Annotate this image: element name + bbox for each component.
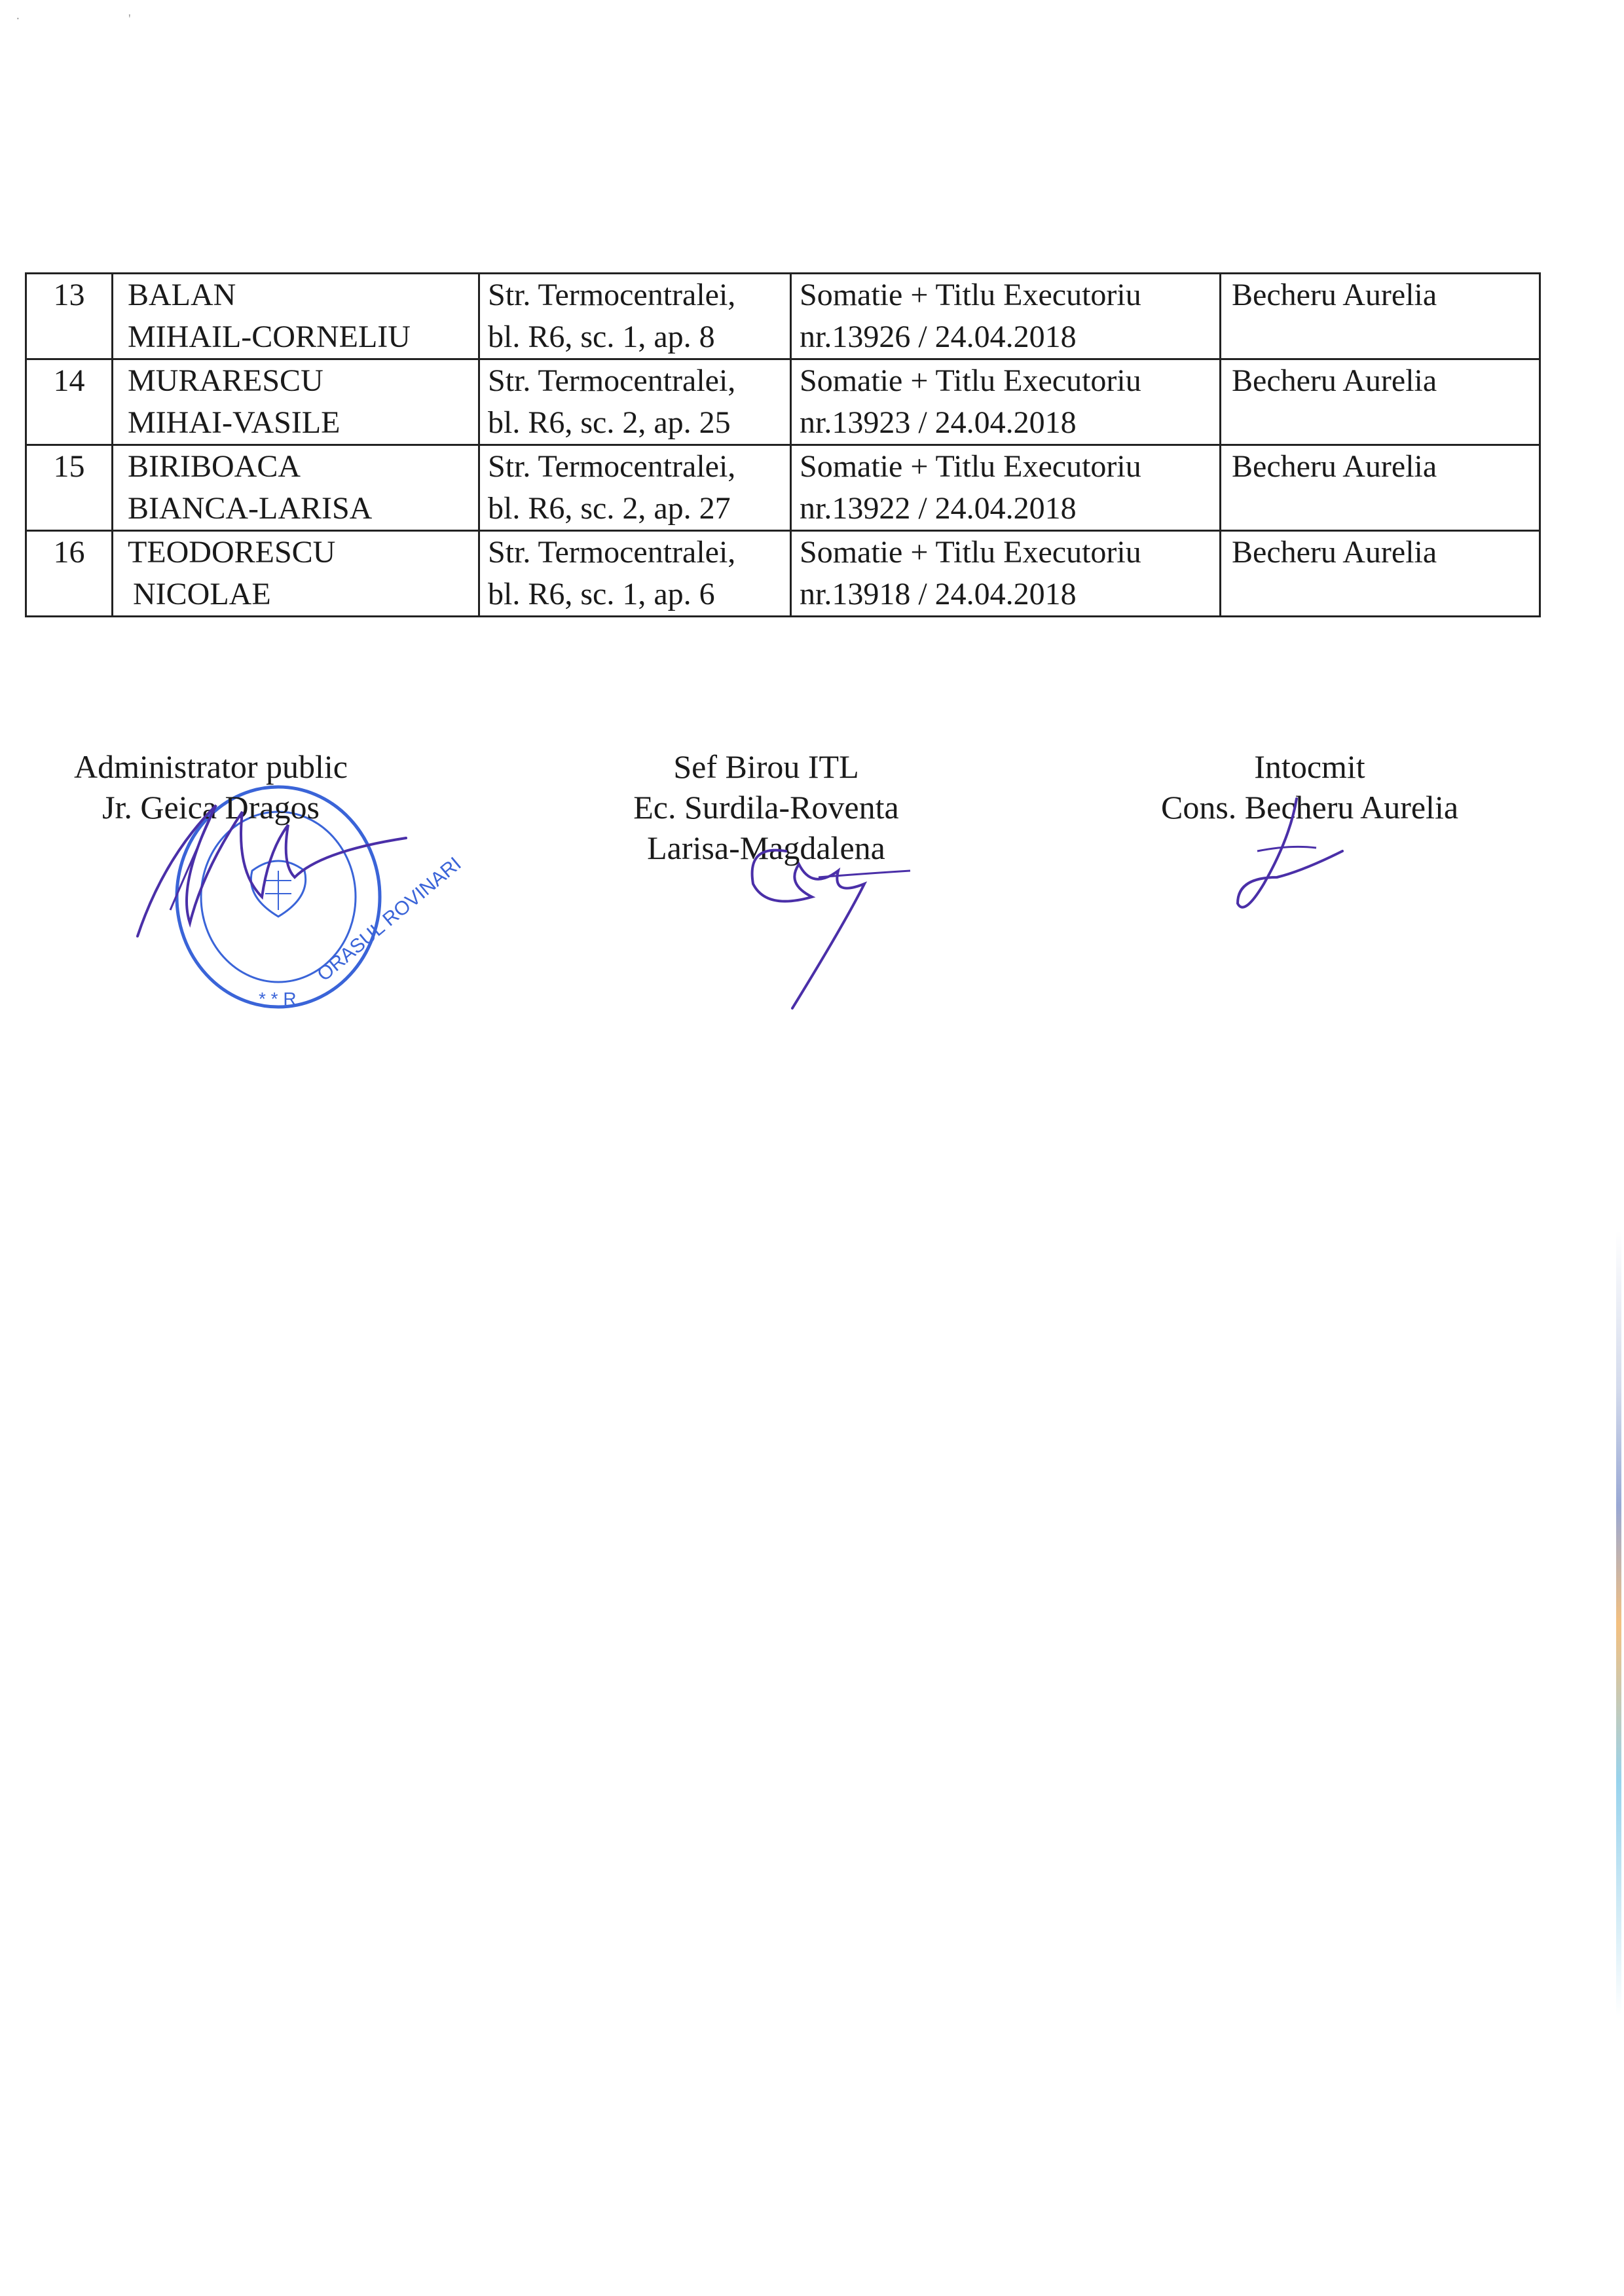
person-name <box>113 445 479 531</box>
signatory-name: Cons. Becheru Aurelia <box>1160 789 1459 826</box>
name-line: MIHAIL-CORNELIU <box>128 319 411 354</box>
document-cell <box>791 445 1221 531</box>
document-line: Somatie + Titlu Executoriu <box>800 535 1141 570</box>
name-line: NICOLAE <box>133 577 271 611</box>
scan-edge-strip <box>1616 1231 1621 2016</box>
document-line: Somatie + Titlu Executoriu <box>800 278 1141 312</box>
table-row <box>26 531 1540 617</box>
address-line: Str. Termocentralei, <box>488 278 736 312</box>
signature-block-itl <box>596 746 936 868</box>
address-line: bl. R6, sc. 2, ap. 27 <box>488 491 731 526</box>
officer-name: Becheru Aurelia <box>1232 278 1437 312</box>
signatory-name: Larisa-Magdalena <box>647 829 885 866</box>
scan-dot-mark: · <box>16 12 20 26</box>
person-name <box>113 274 479 359</box>
address-line: bl. R6, sc. 2, ap. 25 <box>488 405 731 440</box>
address-cell <box>479 445 791 531</box>
address-line: bl. R6, sc. 1, ap. 8 <box>488 319 715 354</box>
officer-cell <box>1221 274 1540 359</box>
address-cell <box>479 359 791 445</box>
document-cell <box>791 359 1221 445</box>
table-row <box>26 274 1540 359</box>
address-cell <box>479 531 791 617</box>
stamp-text-right: ORASUL ROVINARI <box>313 852 466 986</box>
name-line: MURARESCU <box>128 363 323 398</box>
officer-cell <box>1221 445 1540 531</box>
name-line: BIRIBOACA <box>128 449 301 484</box>
officer-cell <box>1221 531 1540 617</box>
row-number: 16 <box>26 531 113 617</box>
signatory-role: Sef Birou ITL <box>673 748 859 785</box>
document-line: nr.13923 / 24.04.2018 <box>800 405 1077 440</box>
person-name <box>113 359 479 445</box>
signature-block-admin <box>54 746 368 828</box>
officer-cell <box>1221 359 1540 445</box>
row-number: 14 <box>26 359 113 445</box>
document-line: nr.13922 / 24.04.2018 <box>800 491 1077 526</box>
officer-name: Becheru Aurelia <box>1232 535 1437 570</box>
document-cell <box>791 531 1221 617</box>
table-row <box>26 445 1540 531</box>
stamp-text-bottom: * * R <box>259 989 297 1009</box>
address-line: bl. R6, sc. 1, ap. 6 <box>488 577 715 611</box>
address-line: Str. Termocentralei, <box>488 449 736 484</box>
officer-name: Becheru Aurelia <box>1232 449 1437 484</box>
officer-name: Becheru Aurelia <box>1232 363 1437 398</box>
document-line: nr.13918 / 24.04.2018 <box>800 577 1077 611</box>
document-line: Somatie + Titlu Executoriu <box>800 449 1141 484</box>
row-number: 13 <box>26 274 113 359</box>
name-line: BIANCA-LARISA <box>128 491 373 526</box>
name-line: MIHAI-VASILE <box>128 405 341 440</box>
scan-tick-mark: ' <box>128 12 131 26</box>
person-name <box>113 531 479 617</box>
signatory-role: Intocmit <box>1254 748 1365 785</box>
name-line: TEODORESCU <box>128 535 336 570</box>
document-line: Somatie + Titlu Executoriu <box>800 363 1141 398</box>
signature-block-prepared <box>1139 746 1480 828</box>
records-table <box>25 272 1541 617</box>
address-line: Str. Termocentralei, <box>488 535 736 570</box>
name-line: BALAN <box>128 278 236 312</box>
document-line: nr.13926 / 24.04.2018 <box>800 319 1077 354</box>
row-number: 15 <box>26 445 113 531</box>
signatory-name: Ec. Surdila-Roventa <box>633 789 899 826</box>
table-row <box>26 359 1540 445</box>
signatory-role: Administrator public <box>74 748 348 785</box>
document-cell <box>791 274 1221 359</box>
address-line: Str. Termocentralei, <box>488 363 736 398</box>
address-cell <box>479 274 791 359</box>
signatory-name: Jr. Geica Dragos <box>102 789 320 826</box>
